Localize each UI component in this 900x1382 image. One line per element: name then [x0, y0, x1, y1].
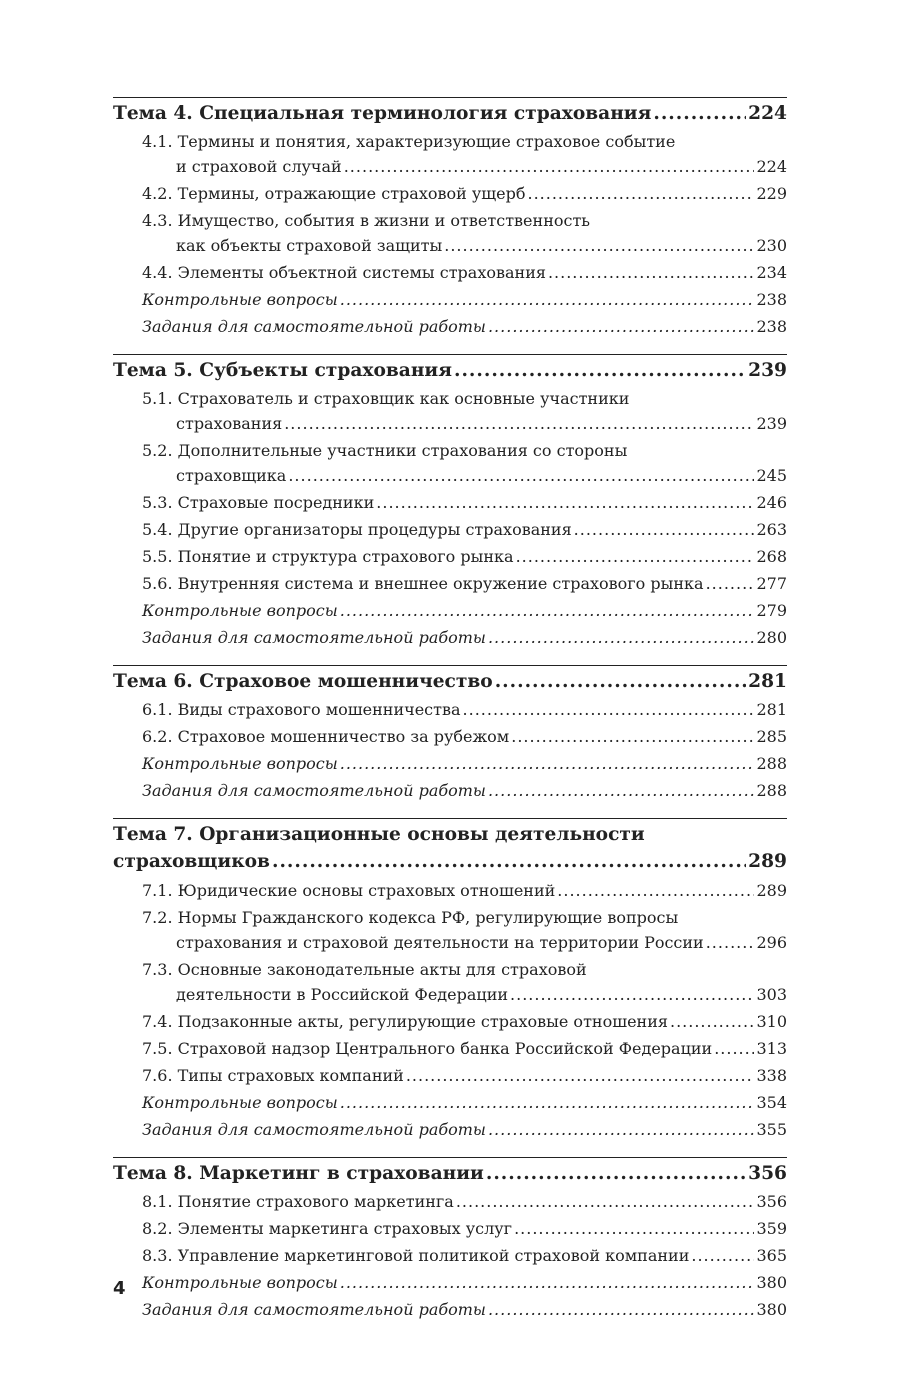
toc-entry-line [113, 957, 787, 982]
toc-entry-title: Задания для самостоятельной работы [142, 628, 486, 647]
toc-leader-dots [488, 625, 754, 650]
toc-entry-title: Контрольные вопросы [142, 1273, 338, 1292]
toc-topic-line [113, 358, 787, 384]
toc-leader-dots [714, 1036, 754, 1061]
toc-subsection[interactable] [113, 1216, 787, 1241]
toc-leader-dots [288, 463, 754, 488]
toc-page-number: 239 [748, 360, 787, 381]
toc-entry-line [113, 463, 787, 488]
toc-entry-title: 7.1. Юридические основы страховых отношений [142, 881, 556, 900]
toc-entry-title: 7.5. Страховой надзор Центрального банка Российской Федерации [142, 1039, 713, 1058]
toc-entry-line [113, 260, 787, 285]
toc-page-number: 238 [756, 317, 787, 336]
toc-topic-heading[interactable] [113, 355, 787, 384]
toc-subsection[interactable] [113, 571, 787, 596]
toc-leader-dots [454, 358, 746, 384]
toc-entry-title: Задания для самостоятельной работы [142, 781, 486, 800]
toc-page-number: 296 [756, 933, 787, 952]
toc-leader-dots [444, 233, 754, 258]
toc-entry-line [113, 1216, 787, 1241]
toc-subsection[interactable] [113, 697, 787, 722]
toc-page-number: 288 [756, 781, 787, 800]
toc-leader-dots [691, 1243, 754, 1268]
toc-entry-line [113, 233, 787, 258]
toc-entry-line [113, 1243, 787, 1268]
toc-entry-line [113, 878, 787, 903]
toc-leader-dots [406, 1063, 755, 1088]
toc-extra-item[interactable] [113, 751, 787, 776]
toc-entry-line [113, 1009, 787, 1034]
toc-entry-line [113, 129, 787, 154]
toc-extra-item[interactable] [113, 314, 787, 339]
toc-leader-dots [548, 260, 755, 285]
toc-leader-dots [514, 1216, 754, 1241]
toc-page-number: 288 [756, 754, 787, 773]
toc-leader-dots [340, 751, 755, 776]
toc-page-number: 303 [756, 985, 787, 1004]
toc-entry-line [113, 517, 787, 542]
toc-subsection[interactable] [113, 260, 787, 285]
toc-leader-dots [463, 697, 755, 722]
toc-leader-dots [557, 878, 754, 903]
toc-entry-title: 5.2. Дополнительные участники страхования со стороны [142, 441, 628, 460]
toc-subsection[interactable] [113, 957, 787, 1007]
toc-leader-dots [340, 1090, 755, 1115]
toc-entry-title: Задания для самостоятельной работы [142, 317, 486, 336]
toc-entry-title: 5.6. Внутренняя система и внешнее окружение страхового рынка [142, 574, 704, 593]
toc-entry-line [113, 181, 787, 206]
toc-entry-title: 4.3. Имущество, события в жизни и ответственность [142, 211, 591, 230]
toc-page-number: 289 [748, 851, 787, 872]
toc-leader-dots [706, 571, 755, 596]
toc-extra-item[interactable] [113, 598, 787, 623]
toc-entry-title: страхования и страховой деятельности на территории России [176, 933, 704, 952]
toc-entry-title: страховщика [176, 466, 287, 485]
toc-entry-title: 6.1. Виды страхового мошенничества [142, 700, 461, 719]
toc-page-number: 268 [756, 547, 787, 566]
toc-leader-dots [670, 1009, 754, 1034]
toc-topic-title: Тема 4. Специальная терминология страхования [113, 103, 652, 124]
toc-topic-section [113, 97, 787, 339]
toc-extra-item[interactable] [113, 778, 787, 803]
toc-entry-line [113, 1297, 787, 1322]
toc-leader-dots [495, 669, 746, 695]
toc-page-number: 380 [756, 1273, 787, 1292]
toc-topic-heading[interactable] [113, 819, 787, 876]
toc-entry-line [113, 208, 787, 233]
toc-extra-item[interactable] [113, 625, 787, 650]
toc-entry-title: 4.2. Термины, отражающие страховой ущерб [142, 184, 526, 203]
toc-leader-dots [511, 724, 754, 749]
toc-page-number: 310 [756, 1012, 787, 1031]
toc-entry-line [113, 1090, 787, 1115]
toc-topic-section [113, 354, 787, 650]
toc-entry-line [113, 544, 787, 569]
toc-subsection[interactable] [113, 386, 787, 436]
toc-page-number: 354 [756, 1093, 787, 1112]
toc-entry-title: деятельности в Российской Федерации [176, 985, 509, 1004]
toc-entry-title: Контрольные вопросы [142, 290, 338, 309]
toc-extra-item[interactable] [113, 1297, 787, 1322]
toc-extra-item[interactable] [113, 1117, 787, 1142]
toc-page-number: 355 [756, 1120, 787, 1139]
toc-entry-title: 8.2. Элементы маркетинга страховых услуг [142, 1219, 513, 1238]
toc-leader-dots [528, 181, 755, 206]
toc-entry-title: 7.4. Подзаконные акты, регулирующие страховые отношения [142, 1012, 668, 1031]
toc-leader-dots [486, 1161, 746, 1187]
toc-entry-line [113, 982, 787, 1007]
toc-entry-line [113, 724, 787, 749]
toc-extra-item[interactable] [113, 287, 787, 312]
toc-page-number: 238 [756, 290, 787, 309]
toc-leader-dots [456, 1189, 755, 1214]
toc-entry-line [113, 905, 787, 930]
toc-leader-dots [284, 411, 754, 436]
toc-entry-title: 5.3. Страховые посредники [142, 493, 375, 512]
toc-subsection[interactable] [113, 490, 787, 515]
toc-entry-title: Задания для самостоятельной работы [142, 1120, 486, 1139]
toc-leader-dots [706, 930, 755, 955]
toc-entry-line [113, 751, 787, 776]
toc-entry-line [113, 571, 787, 596]
toc-page-number: 246 [756, 493, 787, 512]
toc-page-number: 230 [756, 236, 787, 255]
toc-leader-dots [653, 101, 746, 127]
toc-page-number: 279 [756, 601, 787, 620]
toc-topic-heading[interactable] [113, 666, 787, 695]
toc-subsection[interactable] [113, 1243, 787, 1268]
toc-page-number: 234 [756, 263, 787, 282]
toc-page-number: 224 [756, 157, 787, 176]
toc-topic-section [113, 665, 787, 803]
toc-page-number: 280 [756, 628, 787, 647]
toc-leader-dots [574, 517, 755, 542]
toc-topic-heading[interactable] [113, 1158, 787, 1187]
toc-entry-title: 4.4. Элементы объектной системы страхования [142, 263, 546, 282]
toc-entry-line [113, 411, 787, 436]
toc-entry-line [113, 1036, 787, 1061]
toc-topic-line [113, 848, 787, 876]
toc-entry-line [113, 1270, 787, 1295]
toc-subsection[interactable] [113, 129, 787, 179]
toc-subsection[interactable] [113, 181, 787, 206]
toc-leader-dots [340, 1270, 755, 1295]
toc-leader-dots [488, 1297, 754, 1322]
toc-entry-title: и страховой случай [176, 157, 342, 176]
page-number: 4 [113, 1278, 126, 1299]
toc-entry-title: 5.5. Понятие и структура страхового рынка [142, 547, 514, 566]
toc-leader-dots [488, 778, 754, 803]
toc-entry-line [113, 490, 787, 515]
toc-subsection[interactable] [113, 1189, 787, 1214]
toc-topic-title: Тема 6. Страховое мошенничество [113, 671, 493, 692]
toc-entry-line [113, 386, 787, 411]
toc-leader-dots [510, 982, 754, 1007]
toc-entry-title: страхования [176, 414, 283, 433]
toc-subsection[interactable] [113, 724, 787, 749]
toc-topic-heading[interactable] [113, 98, 787, 127]
toc-page-number: 281 [756, 700, 787, 719]
toc-subsection[interactable] [113, 208, 787, 258]
toc-page-number: 313 [756, 1039, 787, 1058]
toc-entry-title: 8.3. Управление маркетинговой политикой страховой компании [142, 1246, 690, 1265]
toc-page-number: 281 [748, 671, 787, 692]
toc-entry-line [113, 438, 787, 463]
toc-entry-title: Контрольные вопросы [142, 1093, 338, 1112]
table-of-contents [113, 97, 787, 1322]
toc-entry-line [113, 287, 787, 312]
toc-entry-title: Задания для самостоятельной работы [142, 1300, 486, 1319]
toc-entry-line [113, 598, 787, 623]
toc-extra-item[interactable] [113, 1270, 787, 1295]
toc-entry-title: Контрольные вопросы [142, 754, 338, 773]
toc-entry-line [113, 930, 787, 955]
toc-page-number: 356 [756, 1192, 787, 1211]
toc-subsection[interactable] [113, 878, 787, 903]
toc-page-number: 285 [756, 727, 787, 746]
toc-page-number: 365 [756, 1246, 787, 1265]
toc-subsection[interactable] [113, 1036, 787, 1061]
toc-leader-dots [488, 1117, 754, 1142]
toc-leader-dots [340, 287, 755, 312]
toc-entry-line [113, 778, 787, 803]
toc-entry-line [113, 314, 787, 339]
toc-entry-line [113, 1189, 787, 1214]
toc-entry-line [113, 1117, 787, 1142]
toc-topic-line [113, 669, 787, 695]
toc-entry-title: как объекты страховой защиты [176, 236, 443, 255]
toc-subsection[interactable] [113, 905, 787, 955]
toc-page-number: 263 [756, 520, 787, 539]
toc-leader-dots [488, 314, 754, 339]
toc-entry-title: 7.6. Типы страховых компаний [142, 1066, 404, 1085]
toc-leader-dots [272, 848, 746, 876]
toc-page-number: 224 [748, 103, 787, 124]
toc-topic-title: Тема 5. Субъекты страхования [113, 360, 452, 381]
toc-topic-title: Тема 8. Маркетинг в страховании [113, 1163, 484, 1184]
toc-subsection[interactable] [113, 1009, 787, 1034]
toc-entry-line [113, 625, 787, 650]
toc-page-number: 356 [748, 1163, 787, 1184]
toc-entry-title: 6.2. Страховое мошенничество за рубежом [142, 727, 510, 746]
toc-topic-line [113, 1161, 787, 1187]
toc-leader-dots [516, 544, 755, 569]
toc-entry-line [113, 697, 787, 722]
toc-entry-title: 7.2. Нормы Гражданского кодекса РФ, регулирующие вопросы [142, 908, 679, 927]
toc-entry-title: 5.4. Другие организаторы процедуры страхования [142, 520, 572, 539]
toc-topic-line [113, 822, 787, 848]
toc-page-number: 245 [756, 466, 787, 485]
toc-entry-title: 8.1. Понятие страхового маркетинга [142, 1192, 454, 1211]
toc-topic-section [113, 1157, 787, 1322]
toc-leader-dots [376, 490, 754, 515]
toc-topic-section [113, 818, 787, 1142]
toc-entry-title: Контрольные вопросы [142, 601, 338, 620]
toc-page-number: 338 [756, 1066, 787, 1085]
toc-subsection[interactable] [113, 544, 787, 569]
toc-topic-title: страховщиков [113, 851, 270, 872]
toc-entry-line [113, 154, 787, 179]
toc-extra-item[interactable] [113, 1090, 787, 1115]
toc-entry-title: 7.3. Основные законодательные акты для страховой [142, 960, 587, 979]
toc-page-number: 239 [756, 414, 787, 433]
toc-entry-title: 5.1. Страхователь и страховщик как основные участники [142, 389, 630, 408]
toc-leader-dots [344, 154, 755, 179]
toc-page-number: 277 [756, 574, 787, 593]
toc-subsection[interactable] [113, 1063, 787, 1088]
toc-topic-title: Тема 7. Организационные основы деятельности [113, 824, 645, 845]
toc-entry-title: 4.1. Термины и понятия, характеризующие страховое событие [142, 132, 676, 151]
toc-leader-dots [340, 598, 755, 623]
toc-subsection[interactable] [113, 438, 787, 488]
toc-subsection[interactable] [113, 517, 787, 542]
toc-topic-line [113, 101, 787, 127]
toc-page-number: 359 [756, 1219, 787, 1238]
toc-page-number: 289 [756, 881, 787, 900]
toc-page-number: 380 [756, 1300, 787, 1319]
toc-page-number: 229 [756, 184, 787, 203]
toc-entry-line [113, 1063, 787, 1088]
